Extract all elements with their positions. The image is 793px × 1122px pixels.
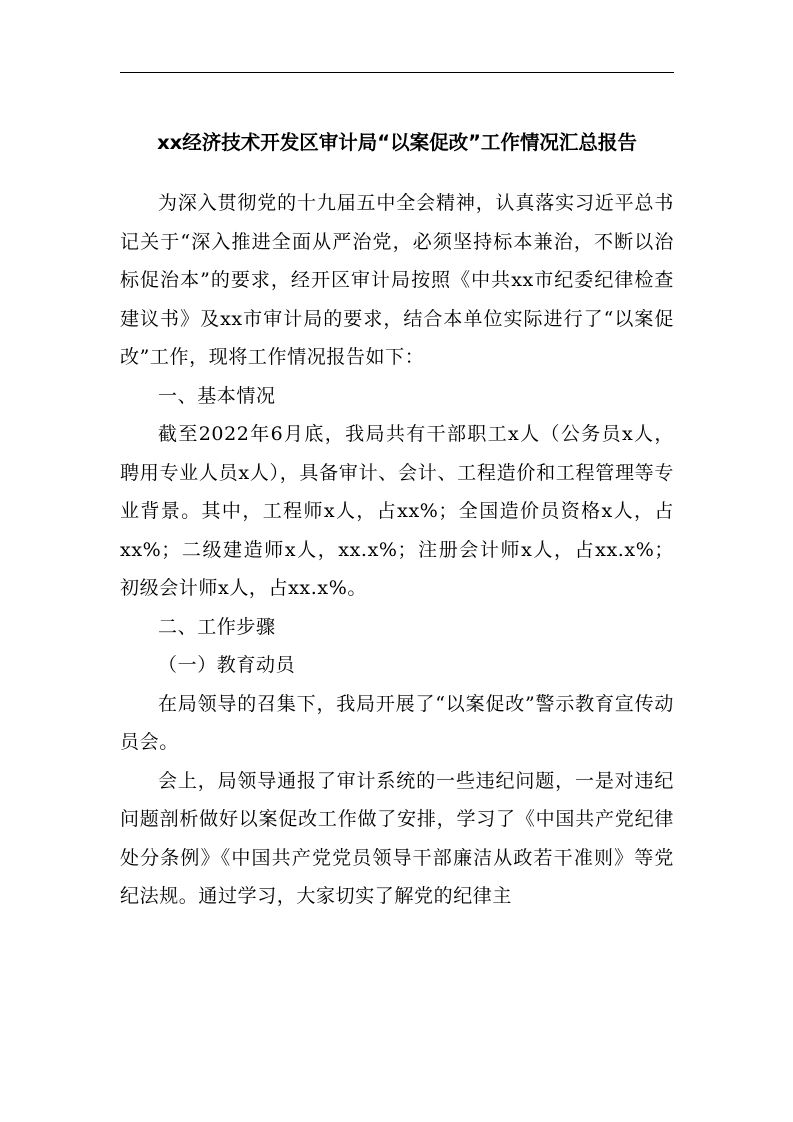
section-heading-basic-situation: 一、基本情况 bbox=[158, 384, 276, 407]
document-body bbox=[120, 184, 674, 916]
section-heading-work-steps: 二、工作步骤 bbox=[158, 615, 276, 638]
document-title: xx经济技术开发区审计局“以案促改”工作情况汇总报告 bbox=[157, 131, 637, 154]
header-rule bbox=[120, 72, 674, 73]
education-paragraph-2: 会上，局领导通报了审计系统的一些违纪问题，一是对违纪问题剖析做好以案促改工作做了安排，学习了《中国共产党纪律处分条例》《中国共产党党员领导干部廉洁从政若干准则》等党纪法规。通过学习，大家切实了解党的纪律主 bbox=[120, 769, 674, 907]
education-paragraph-1: 在局领导的召集下，我局开展了“以案促改”警示教育宣传动员会。 bbox=[120, 692, 674, 753]
basic-situation-paragraph: 截至2022年6月底，我局共有干部职工x人（公务员x人，聘用专业人员x人），具备审计、会计、工程造价和工程管理等专业背景。其中，工程师x人，占xx%；全国造价员资格x人，占xx%；二级建造师x人，xx.x%；注册会计师x人，占xx.x%；初级会计师x人，占xx.x%。 bbox=[120, 423, 674, 599]
subsection-heading-education-mobilization: （一）教育动员 bbox=[158, 654, 296, 676]
intro-paragraph: 为深入贯彻党的十九届五中全会精神，认真落实习近平总书记关于“深入推进全面从严治党，必须坚持标本兼治，不断以治标促治本”的要求，经开区审计局按照《中共xx市纪委纪律检查建议书》及xx市审计局的要求，结合本单位实际进行了“以案促改”工作，现将工作情况报告如下： bbox=[120, 192, 674, 368]
